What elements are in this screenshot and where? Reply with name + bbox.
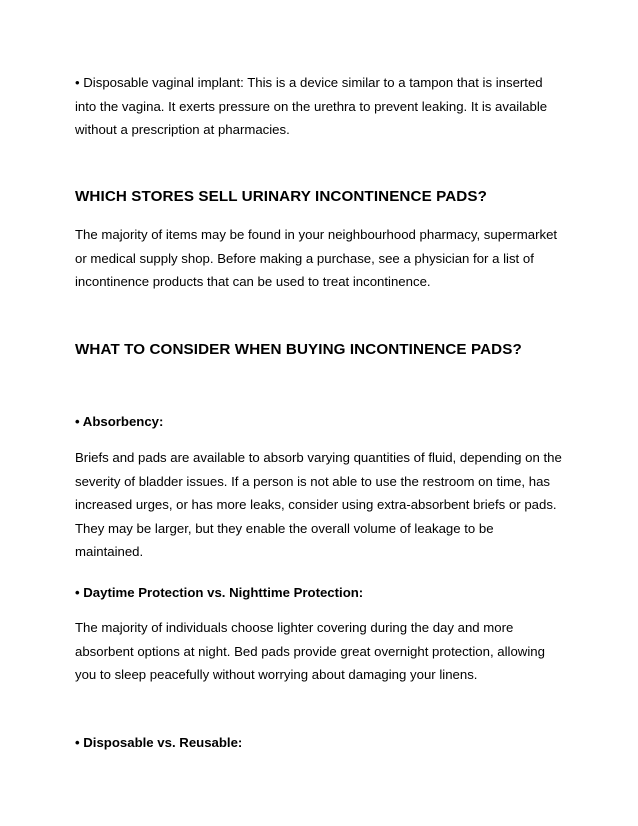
disposable-heading: • Disposable vs. Reusable: [75, 735, 243, 750]
daynight-section [75, 583, 565, 603]
implant-paragraph: • Disposable vaginal implant: This is a device similar to a tampon that is inserted into the vagina. It exerts pressure on the urethra to prevent leaking. It is available without a prescription at pharmacies. [75, 75, 548, 137]
consider-section [75, 340, 565, 360]
absorbency-section [75, 412, 565, 432]
daynight-body [75, 616, 565, 687]
absorbency-paragraph: Briefs and pads are available to absorb varying quantities of fluid, depending on the severity of bladder issues. If a person is not able to use the restroom on time, has increased urges, or has more leaks, consider using extra-absorbent briefs or pads. They may be larger, but they enable the overall volume of leakage to be maintained. [75, 450, 562, 559]
absorbency-body [75, 446, 565, 564]
daynight-heading: • Daytime Protection vs. Nighttime Protection: [75, 585, 364, 600]
absorbency-heading: • Absorbency: [75, 414, 164, 429]
stores-heading: WHICH STORES SELL URINARY INCONTINENCE PADS? [75, 188, 487, 205]
stores-section [75, 187, 565, 207]
implant-section [75, 71, 565, 142]
consider-heading: WHAT TO CONSIDER WHEN BUYING INCONTINENCE PADS? [75, 341, 522, 358]
stores-body [75, 223, 565, 294]
disposable-section [75, 733, 565, 753]
stores-paragraph: The majority of items may be found in your neighbourhood pharmacy, supermarket or medical supply shop. Before making a purchase, see a physician for a list of incontinence products that can be used to treat incontinence. [75, 227, 558, 289]
daynight-paragraph: The majority of individuals choose lighter covering during the day and more absorbent options at night. Bed pads provide great overnight protection, allowing you to sleep peacefully without worrying about damaging your linens. [75, 620, 545, 682]
